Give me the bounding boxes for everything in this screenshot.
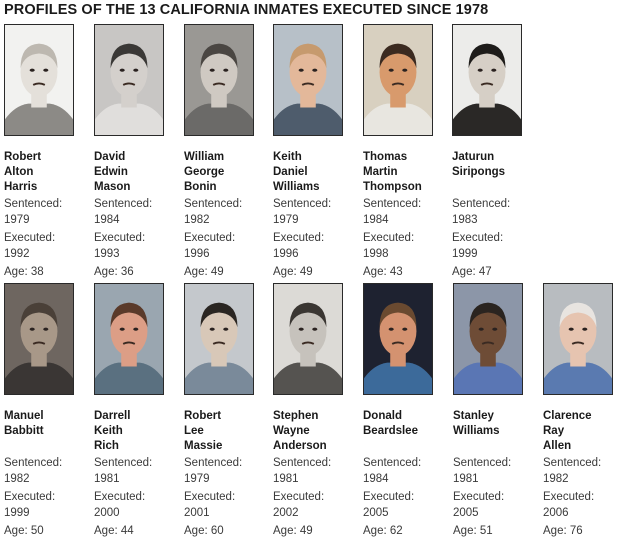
executed-year: 1999 [4, 507, 30, 519]
inmate-name [452, 150, 505, 180]
executed-year: 1996 [273, 248, 299, 260]
profile-card [363, 24, 449, 284]
executed-label: Executed: [4, 491, 56, 503]
sentenced-label: Sentenced: [363, 457, 422, 469]
executed-year: 1992 [4, 248, 30, 260]
name-last: Rich [94, 440, 119, 452]
name-middle: Siripongs [452, 166, 506, 178]
sentenced-year: 1982 [4, 473, 30, 485]
name-middle: Ray [543, 425, 565, 437]
sentenced-year: 1984 [363, 473, 389, 485]
executed-label: Executed: [363, 491, 415, 503]
name-middle: Beardslee [363, 425, 418, 437]
name-middle: Martin [363, 166, 398, 178]
executed-label: Executed: [363, 232, 415, 244]
sentenced-label: Sentenced: [4, 457, 63, 469]
inmate-name [363, 409, 418, 439]
executed-label: Executed: [184, 232, 236, 244]
inmate-name [453, 409, 500, 439]
sentenced-year: 1982 [184, 214, 210, 226]
sentenced-label: Sentenced: [543, 457, 602, 469]
profile-card [4, 24, 90, 284]
mugshot-photo [184, 24, 254, 136]
sentenced-year: 1983 [452, 214, 478, 226]
executed-year: 1999 [452, 248, 478, 260]
mugshot-photo [543, 283, 613, 395]
profile-card [453, 283, 539, 543]
inmate-name [184, 150, 224, 195]
executed-label: Executed: [273, 232, 325, 244]
age-value: Age: 44 [94, 525, 134, 537]
name-first: Manuel [4, 410, 44, 422]
sentenced-year: 1979 [184, 473, 210, 485]
sentenced-label: Sentenced: [273, 457, 332, 469]
age-value: Age: 38 [4, 266, 44, 278]
executed-year: 1993 [94, 248, 120, 260]
name-last: Mason [94, 181, 131, 193]
profile-card [94, 283, 180, 543]
mugshot-photo [94, 283, 164, 395]
name-middle: Williams [453, 425, 500, 437]
age-value: Age: 76 [543, 525, 583, 537]
name-first: Robert [4, 151, 42, 163]
age-value: Age: 36 [94, 266, 134, 278]
profile-card [452, 24, 538, 284]
inmate-name [273, 150, 320, 195]
mugshot-photo [273, 24, 343, 136]
executed-label: Executed: [543, 491, 595, 503]
inmate-name [273, 409, 327, 454]
age-value: Age: 49 [273, 266, 313, 278]
sentenced-year: 1981 [94, 473, 120, 485]
name-first: Clarence [543, 410, 592, 422]
age-value: Age: 62 [363, 525, 403, 537]
name-last: Allen [543, 440, 572, 452]
name-first: David [94, 151, 126, 163]
sentenced-label: Sentenced: [273, 198, 332, 210]
mugshot-photo [4, 24, 74, 136]
inmate-name [363, 150, 422, 195]
executed-label: Executed: [273, 491, 325, 503]
mugshot-photo [453, 283, 523, 395]
executed-label: Executed: [94, 491, 146, 503]
sentenced-label: Sentenced: [94, 457, 153, 469]
name-first: Jaturun [452, 151, 495, 163]
name-middle: Alton [4, 166, 34, 178]
inmate-name [94, 409, 130, 454]
inmate-name [4, 150, 41, 195]
profile-card [4, 283, 90, 543]
executed-year: 2005 [363, 507, 389, 519]
executed-label: Executed: [4, 232, 56, 244]
executed-year: 2002 [273, 507, 299, 519]
name-last: Massie [184, 440, 223, 452]
profile-card [363, 283, 449, 543]
name-last: Harris [4, 181, 38, 193]
name-middle: Babbitt [4, 425, 44, 437]
mugshot-photo [363, 283, 433, 395]
sentenced-label: Sentenced: [363, 198, 422, 210]
name-middle: Daniel [273, 166, 308, 178]
name-first: Stephen [273, 410, 319, 422]
name-middle: Wayne [273, 425, 310, 437]
name-first: Darrell [94, 410, 131, 422]
executed-label: Executed: [453, 491, 505, 503]
executed-year: 1996 [184, 248, 210, 260]
name-last: Anderson [273, 440, 327, 452]
profile-card [273, 24, 359, 284]
profile-card [273, 283, 359, 543]
sentenced-label: Sentenced: [452, 198, 511, 210]
name-middle: Edwin [94, 166, 128, 178]
inmate-name [543, 409, 592, 454]
age-value: Age: 49 [184, 266, 224, 278]
mugshot-photo [452, 24, 522, 136]
name-first: Donald [363, 410, 402, 422]
executed-year: 2005 [453, 507, 479, 519]
sentenced-label: Sentenced: [184, 457, 243, 469]
mugshot-photo [273, 283, 343, 395]
mugshot-photo [4, 283, 74, 395]
sentenced-label: Sentenced: [184, 198, 243, 210]
inmate-name [184, 409, 222, 454]
sentenced-year: 1984 [94, 214, 120, 226]
age-value: Age: 43 [363, 266, 403, 278]
profile-card [184, 283, 270, 543]
profile-card [184, 24, 270, 284]
sentenced-label: Sentenced: [453, 457, 512, 469]
mugshot-photo [94, 24, 164, 136]
name-middle: George [184, 166, 225, 178]
sentenced-label: Sentenced: [94, 198, 153, 210]
name-middle: Keith [94, 425, 123, 437]
sentenced-year: 1979 [4, 214, 30, 226]
sentenced-year: 1981 [273, 473, 299, 485]
sentenced-year: 1981 [453, 473, 479, 485]
mugshot-photo [363, 24, 433, 136]
name-first: Robert [184, 410, 222, 422]
inmate-name [94, 150, 130, 195]
sentenced-label: Sentenced: [4, 198, 63, 210]
age-value: Age: 47 [452, 266, 492, 278]
executed-year: 1998 [363, 248, 389, 260]
executed-label: Executed: [184, 491, 236, 503]
age-value: Age: 51 [453, 525, 493, 537]
sentenced-year: 1982 [543, 473, 569, 485]
name-first: Thomas [363, 151, 408, 163]
name-last: Williams [273, 181, 320, 193]
inmate-name [4, 409, 44, 439]
name-first: Stanley [453, 410, 494, 422]
executed-year: 2006 [543, 507, 569, 519]
executed-year: 2000 [94, 507, 120, 519]
page-title: PROFILES OF THE 13 CALIFORNIA INMATES EXECUTED SINCE 1978 [4, 2, 489, 18]
sentenced-year: 1979 [273, 214, 299, 226]
sentenced-year: 1984 [363, 214, 389, 226]
mugshot-photo [184, 283, 254, 395]
executed-label: Executed: [452, 232, 504, 244]
age-value: Age: 60 [184, 525, 224, 537]
profile-card [543, 283, 620, 543]
name-last: Thompson [363, 181, 422, 193]
name-first: William [184, 151, 225, 163]
executed-label: Executed: [94, 232, 146, 244]
name-first: Keith [273, 151, 302, 163]
executed-year: 2001 [184, 507, 210, 519]
profile-card [94, 24, 180, 284]
age-value: Age: 50 [4, 525, 44, 537]
name-last: Bonin [184, 181, 217, 193]
age-value: Age: 49 [273, 525, 313, 537]
name-middle: Lee [184, 425, 204, 437]
